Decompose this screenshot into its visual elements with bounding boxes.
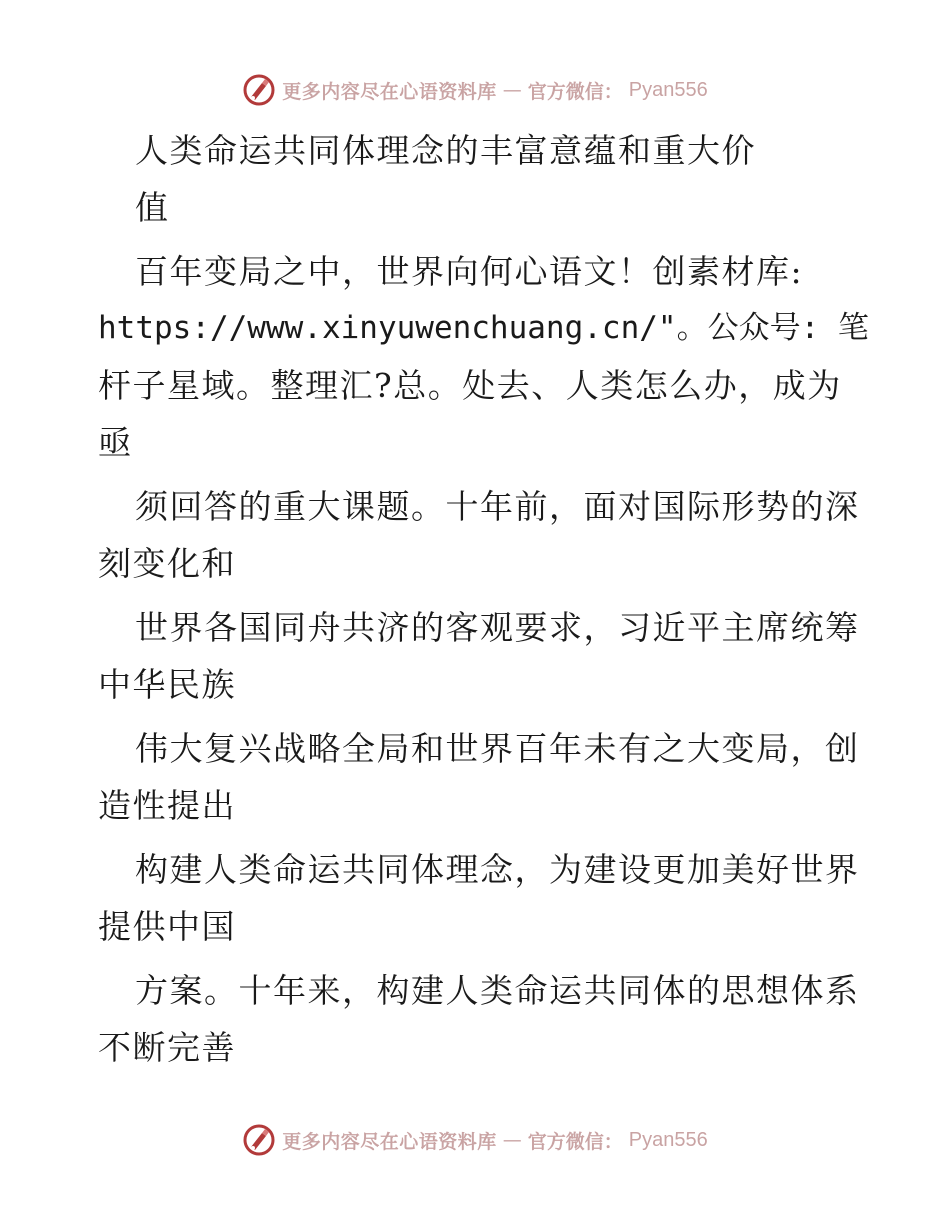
paragraph-line: 方案。十年来，构建人类命运共同体的思想体系: [135, 971, 860, 1010]
banner-contact-label: 官方微信：: [527, 1130, 623, 1153]
banner-separator: —: [502, 79, 522, 101]
document-body: [98, 122, 869, 1076]
document-title-line-1: 人类命运共同体理念的丰富意蕴和重大价: [135, 131, 756, 170]
paragraph-line: 世界各国同舟共济的客观要求，习近平主席统筹: [135, 608, 860, 647]
document-title-line-2: 值: [135, 188, 170, 227]
paragraph-line-url: https://www.xinyuwenchuang.cn/"。公众号: 笔: [98, 310, 869, 346]
brand-logo-icon: [242, 1123, 276, 1157]
paragraph-line: 杆子星域。整理汇?总。处去、人类怎么办，成为: [98, 366, 842, 405]
banner-contact-id: Pyan556: [628, 78, 708, 101]
footer-banner: [0, 1120, 950, 1160]
banner-brand-text: 更多内容尽在心语资料库: [282, 80, 497, 103]
paragraph-line: 中华民族: [98, 665, 236, 704]
header-banner: [0, 70, 950, 110]
paragraph-line: 造性提出: [98, 786, 236, 825]
paragraph-line: 刻变化和: [98, 544, 236, 583]
paragraph-line: 提供中国: [98, 907, 236, 946]
banner-brand-text: 更多内容尽在心语资料库: [282, 1130, 497, 1153]
paragraph-line: 百年变局之中，世界向何心语文！创素材库:: [135, 252, 804, 291]
paragraph-line: 亟: [98, 423, 133, 462]
paragraph-line: 不断完善: [98, 1028, 236, 1067]
banner-contact-label: 官方微信：: [527, 80, 623, 103]
paragraph-line: 构建人类命运共同体理念，为建设更加美好世界: [135, 850, 860, 889]
paragraph-line: 须回答的重大课题。十年前，面对国际形势的深: [135, 487, 860, 526]
banner-contact-id: Pyan556: [628, 1128, 708, 1151]
banner-separator: —: [502, 1129, 522, 1151]
paragraph-line: 伟大复兴战略全局和世界百年未有之大变局，创: [135, 729, 860, 768]
brand-logo-icon: [242, 73, 276, 107]
